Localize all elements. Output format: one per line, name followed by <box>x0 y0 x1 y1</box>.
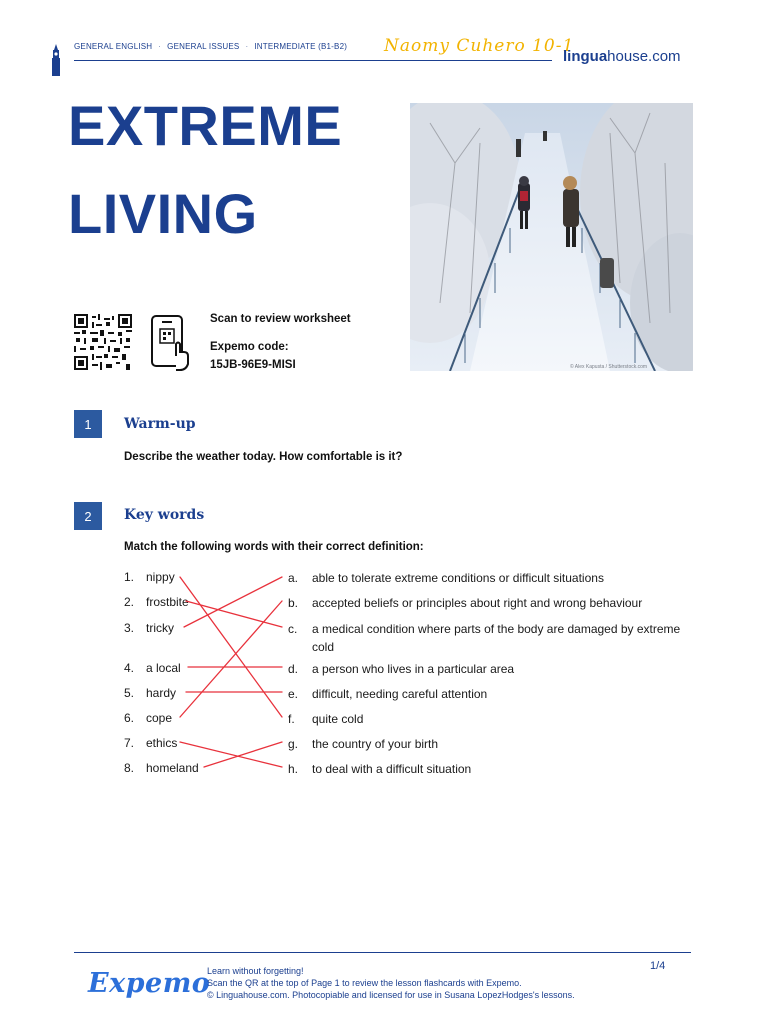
breadcrumb-separator: · <box>158 42 162 51</box>
match-line-6-b <box>180 601 282 717</box>
definition-letter: g. <box>288 737 299 751</box>
scan-label: Scan to review worksheet <box>210 313 351 325</box>
footer-rule <box>74 952 691 953</box>
warm-up-instruction: Describe the weather today. How comfortable is it? <box>124 451 403 463</box>
definition-text: a medical condition where parts of the body are damaged by extreme cold <box>312 622 681 654</box>
match-line-8-g <box>204 742 282 767</box>
word-number: 8. <box>124 761 135 775</box>
page-number: 1/4 <box>650 960 666 972</box>
footer-instruction: Scan the QR at the top of Page 1 to review the lesson flashcards with Expemo. <box>207 978 522 988</box>
match-line-1-f <box>180 577 282 717</box>
word-text: ethics <box>146 736 178 750</box>
definition-text: to deal with a difficult situation <box>312 762 472 776</box>
page-title-line-2: LIVING <box>68 182 258 245</box>
definition-letter: h. <box>288 762 299 776</box>
key-words-instruction: Match the following words with their correct definition: <box>124 541 424 553</box>
word-text: cope <box>146 711 173 725</box>
word-text: homeland <box>146 761 199 775</box>
word-text: nippy <box>146 570 175 584</box>
word-number: 6. <box>124 711 135 725</box>
match-line-2-c <box>186 601 282 627</box>
footer-tagline: Learn without forgetting! <box>207 966 304 976</box>
brand-bold: lingua <box>563 48 608 65</box>
definition-letter: b. <box>288 596 299 610</box>
definition-text: the country of your birth <box>312 737 439 751</box>
expemo-code: 15JB-96E9-MISI <box>210 359 296 371</box>
breadcrumb-level-1: GENERAL ENGLISH <box>74 42 153 51</box>
brand-rest: house.com <box>607 48 681 65</box>
match-line-7-h <box>180 742 282 767</box>
definition-text: accepted beliefs or principles about right and wrong behaviour <box>312 596 643 610</box>
breadcrumb-separator: · <box>245 42 249 51</box>
photo-credit: © Alex Kapusta / Shutterstock.com <box>570 364 648 370</box>
expemo-code-label: Expemo code: <box>210 341 289 353</box>
definition-letter: f. <box>288 712 295 726</box>
definition-letter: e. <box>288 687 299 701</box>
word-number: 2. <box>124 595 135 609</box>
definition-letter: d. <box>288 662 299 676</box>
word-text: tricky <box>146 621 174 635</box>
word-text: frostbite <box>146 595 189 609</box>
word-number: 1. <box>124 570 135 584</box>
section-number-2: 2 <box>74 502 102 530</box>
definition-letter: c. <box>288 622 298 636</box>
page-title-line-1: EXTREME <box>68 94 343 157</box>
word-number: 3. <box>124 621 135 635</box>
definition-letter: a. <box>288 571 299 585</box>
definition-text: difficult, needing careful attention <box>312 687 488 701</box>
word-text: hardy <box>146 686 177 700</box>
expemo-logo[interactable]: Expemo <box>88 968 211 999</box>
section-number-1: 1 <box>74 410 102 438</box>
breadcrumb-level-2: GENERAL ISSUES <box>167 42 240 51</box>
definition-text: quite cold <box>312 712 364 726</box>
section-title-key-words: Key words <box>124 507 205 523</box>
word-number: 4. <box>124 661 135 675</box>
student-name-handwritten: Naomy Cuhero 10-1 <box>384 36 575 56</box>
footer-copyright: © Linguahouse.com. Photocopiable and licensed for use in Susana LopezHodges's lessons. <box>207 990 575 1000</box>
definition-text: a person who lives in a particular area <box>312 662 515 676</box>
word-number: 5. <box>124 686 135 700</box>
definition-text: able to tolerate extreme conditions or difficult situations <box>312 571 604 585</box>
word-number: 7. <box>124 736 135 750</box>
breadcrumb-level-3: INTERMEDIATE (B1-B2) <box>254 42 348 51</box>
section-title-warm-up: Warm-up <box>124 416 196 432</box>
word-text: a local <box>146 661 181 675</box>
